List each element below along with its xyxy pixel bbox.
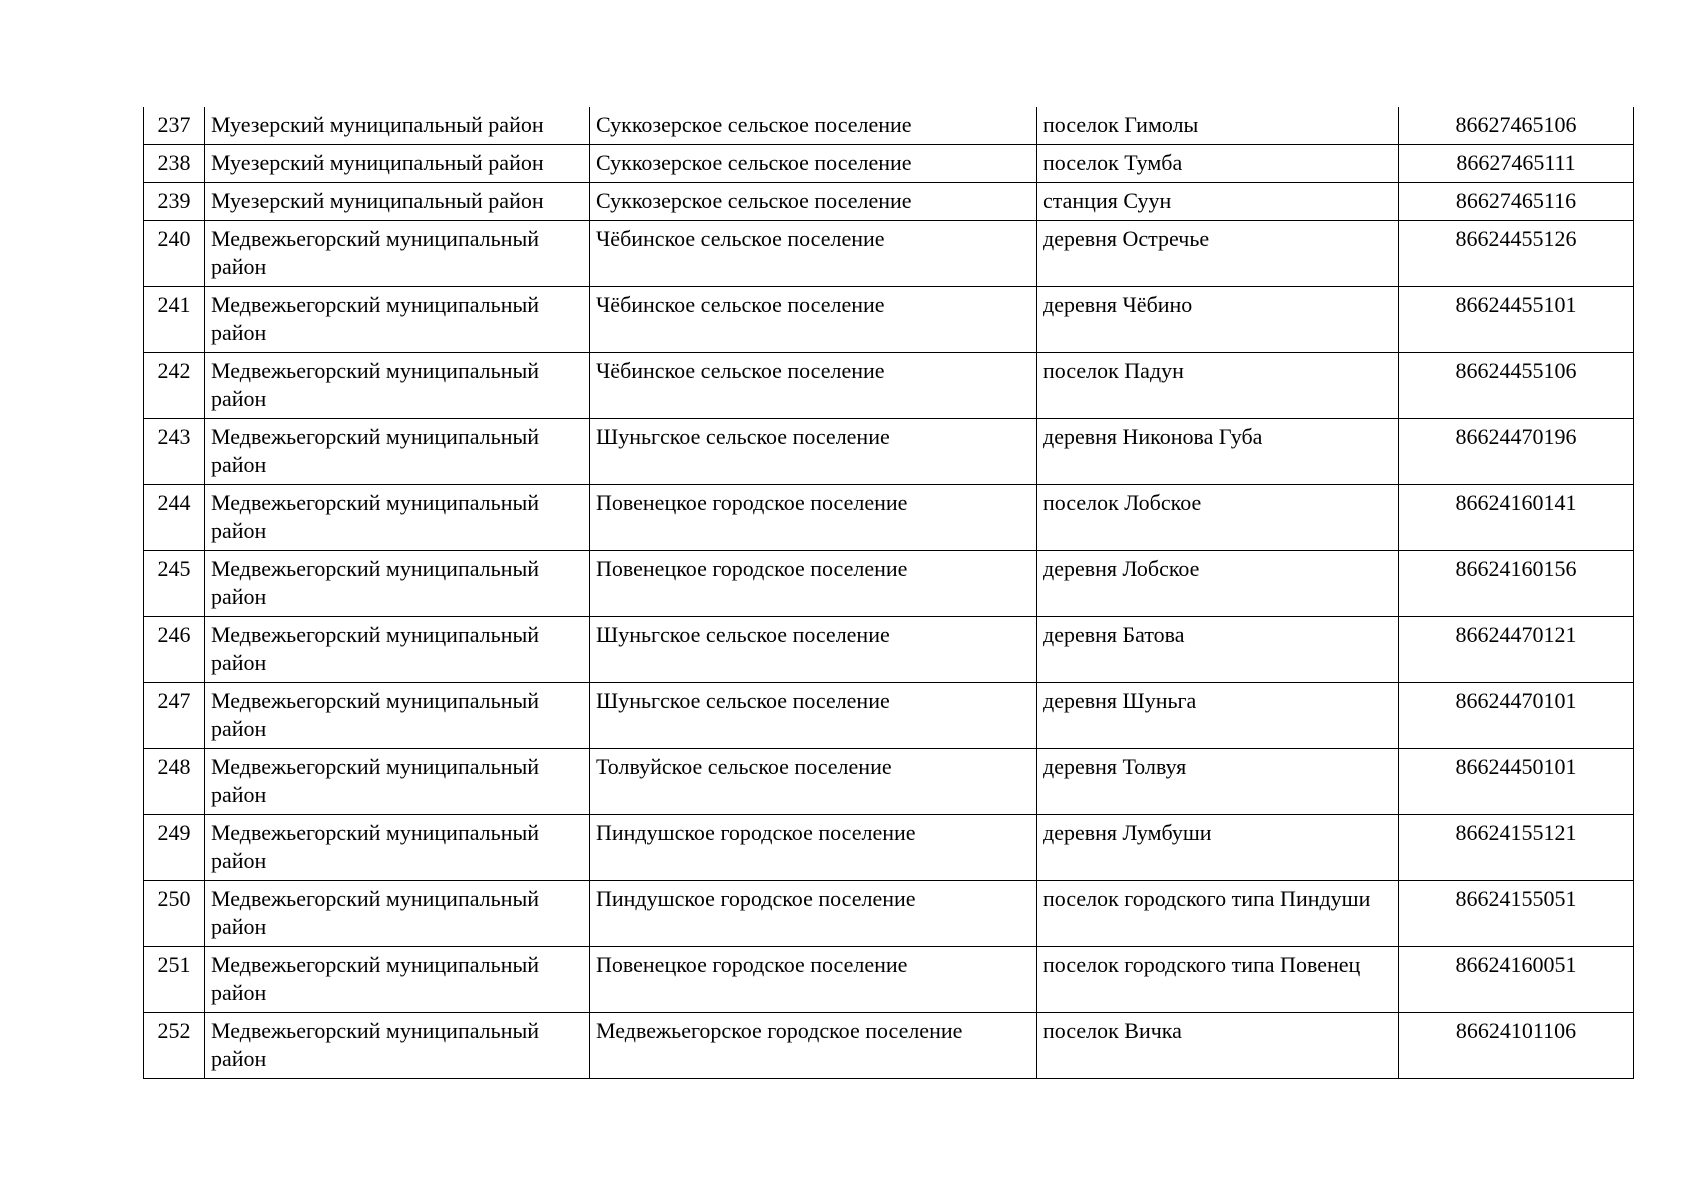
row-number: 237	[144, 107, 205, 145]
municipal-district: Медвежьегорский муниципальный район	[205, 815, 590, 881]
table-row	[144, 353, 1634, 419]
municipal-district: Муезерский муниципальный район	[205, 183, 590, 221]
row-number: 242	[144, 353, 205, 419]
table-row	[144, 749, 1634, 815]
oktmo-code: 86624470121	[1399, 617, 1634, 683]
table-row	[144, 485, 1634, 551]
table-row	[144, 221, 1634, 287]
municipal-district: Медвежьегорский муниципальный район	[205, 485, 590, 551]
oktmo-code: 86624155051	[1399, 881, 1634, 947]
settlement: Чёбинское сельское поселение	[590, 221, 1037, 287]
settlement: Толвуйское сельское поселение	[590, 749, 1037, 815]
row-number: 245	[144, 551, 205, 617]
municipal-district: Медвежьегорский муниципальный район	[205, 881, 590, 947]
locality: поселок Гимолы	[1037, 107, 1399, 145]
row-number: 252	[144, 1013, 205, 1079]
municipal-district: Медвежьегорский муниципальный район	[205, 287, 590, 353]
table-row	[144, 419, 1634, 485]
table-row	[144, 815, 1634, 881]
row-number: 241	[144, 287, 205, 353]
oktmo-code: 86624470101	[1399, 683, 1634, 749]
table-body	[144, 107, 1634, 1079]
municipal-district: Медвежьегорский муниципальный район	[205, 353, 590, 419]
table-row	[144, 551, 1634, 617]
locality: поселок Падун	[1037, 353, 1399, 419]
oktmo-code: 86624101106	[1399, 1013, 1634, 1079]
locality: поселок Тумба	[1037, 145, 1399, 183]
row-number: 248	[144, 749, 205, 815]
municipal-district: Медвежьегорский муниципальный район	[205, 683, 590, 749]
settlement: Суккозерское сельское поселение	[590, 183, 1037, 221]
oktmo-code: 86627465116	[1399, 183, 1634, 221]
row-number: 250	[144, 881, 205, 947]
row-number: 239	[144, 183, 205, 221]
oktmo-code: 86624160156	[1399, 551, 1634, 617]
oktmo-code: 86627465111	[1399, 145, 1634, 183]
oktmo-code: 86624155121	[1399, 815, 1634, 881]
table-row	[144, 183, 1634, 221]
oktmo-code: 86624160051	[1399, 947, 1634, 1013]
municipal-district: Медвежьегорский муниципальный район	[205, 1013, 590, 1079]
settlement: Шуньгское сельское поселение	[590, 683, 1037, 749]
row-number: 246	[144, 617, 205, 683]
row-number: 238	[144, 145, 205, 183]
municipal-district: Муезерский муниципальный район	[205, 145, 590, 183]
settlement: Шуньгское сельское поселение	[590, 617, 1037, 683]
oktmo-code: 86624455126	[1399, 221, 1634, 287]
locality: станция Суун	[1037, 183, 1399, 221]
row-number: 243	[144, 419, 205, 485]
oktmo-code: 86624470196	[1399, 419, 1634, 485]
locality: деревня Остречье	[1037, 221, 1399, 287]
table-row	[144, 947, 1634, 1013]
locality: поселок городского типа Повенец	[1037, 947, 1399, 1013]
settlement: Пиндушское городское поселение	[590, 881, 1037, 947]
locality: деревня Толвуя	[1037, 749, 1399, 815]
oktmo-code: 86624455106	[1399, 353, 1634, 419]
locality: деревня Чёбино	[1037, 287, 1399, 353]
municipal-district: Медвежьегорский муниципальный район	[205, 419, 590, 485]
locality: деревня Лобское	[1037, 551, 1399, 617]
municipal-district: Медвежьегорский муниципальный район	[205, 221, 590, 287]
municipal-district: Медвежьегорский муниципальный район	[205, 617, 590, 683]
settlement: Суккозерское сельское поселение	[590, 145, 1037, 183]
locality: деревня Батова	[1037, 617, 1399, 683]
municipal-district: Муезерский муниципальный район	[205, 107, 590, 145]
settlement: Шуньгское сельское поселение	[590, 419, 1037, 485]
table-row	[144, 107, 1634, 145]
table-row	[144, 617, 1634, 683]
locality: поселок Вичка	[1037, 1013, 1399, 1079]
row-number: 247	[144, 683, 205, 749]
locality: деревня Лумбуши	[1037, 815, 1399, 881]
locality: деревня Шуньга	[1037, 683, 1399, 749]
settlement: Чёбинское сельское поселение	[590, 353, 1037, 419]
municipal-district: Медвежьегорский муниципальный район	[205, 947, 590, 1013]
municipal-district: Медвежьегорский муниципальный район	[205, 749, 590, 815]
table-row	[144, 1013, 1634, 1079]
settlement: Суккозерское сельское поселение	[590, 107, 1037, 145]
settlement: Медвежьегорское городское поселение	[590, 1013, 1037, 1079]
row-number: 240	[144, 221, 205, 287]
table-row	[144, 683, 1634, 749]
row-number: 244	[144, 485, 205, 551]
row-number: 251	[144, 947, 205, 1013]
settlements-table	[143, 107, 1634, 1079]
table-row	[144, 881, 1634, 947]
settlement: Повенецкое городское поселение	[590, 947, 1037, 1013]
settlement: Пиндушское городское поселение	[590, 815, 1037, 881]
oktmo-code: 86624450101	[1399, 749, 1634, 815]
oktmo-code: 86624160141	[1399, 485, 1634, 551]
settlement: Повенецкое городское поселение	[590, 551, 1037, 617]
row-number: 249	[144, 815, 205, 881]
locality: деревня Никонова Губа	[1037, 419, 1399, 485]
locality: поселок городского типа Пиндуши	[1037, 881, 1399, 947]
municipal-district: Медвежьегорский муниципальный район	[205, 551, 590, 617]
oktmo-code: 86624455101	[1399, 287, 1634, 353]
locality: поселок Лобское	[1037, 485, 1399, 551]
table-row	[144, 287, 1634, 353]
table-row	[144, 145, 1634, 183]
settlement: Повенецкое городское поселение	[590, 485, 1037, 551]
settlement: Чёбинское сельское поселение	[590, 287, 1037, 353]
document-page	[143, 107, 1633, 1079]
oktmo-code: 86627465106	[1399, 107, 1634, 145]
